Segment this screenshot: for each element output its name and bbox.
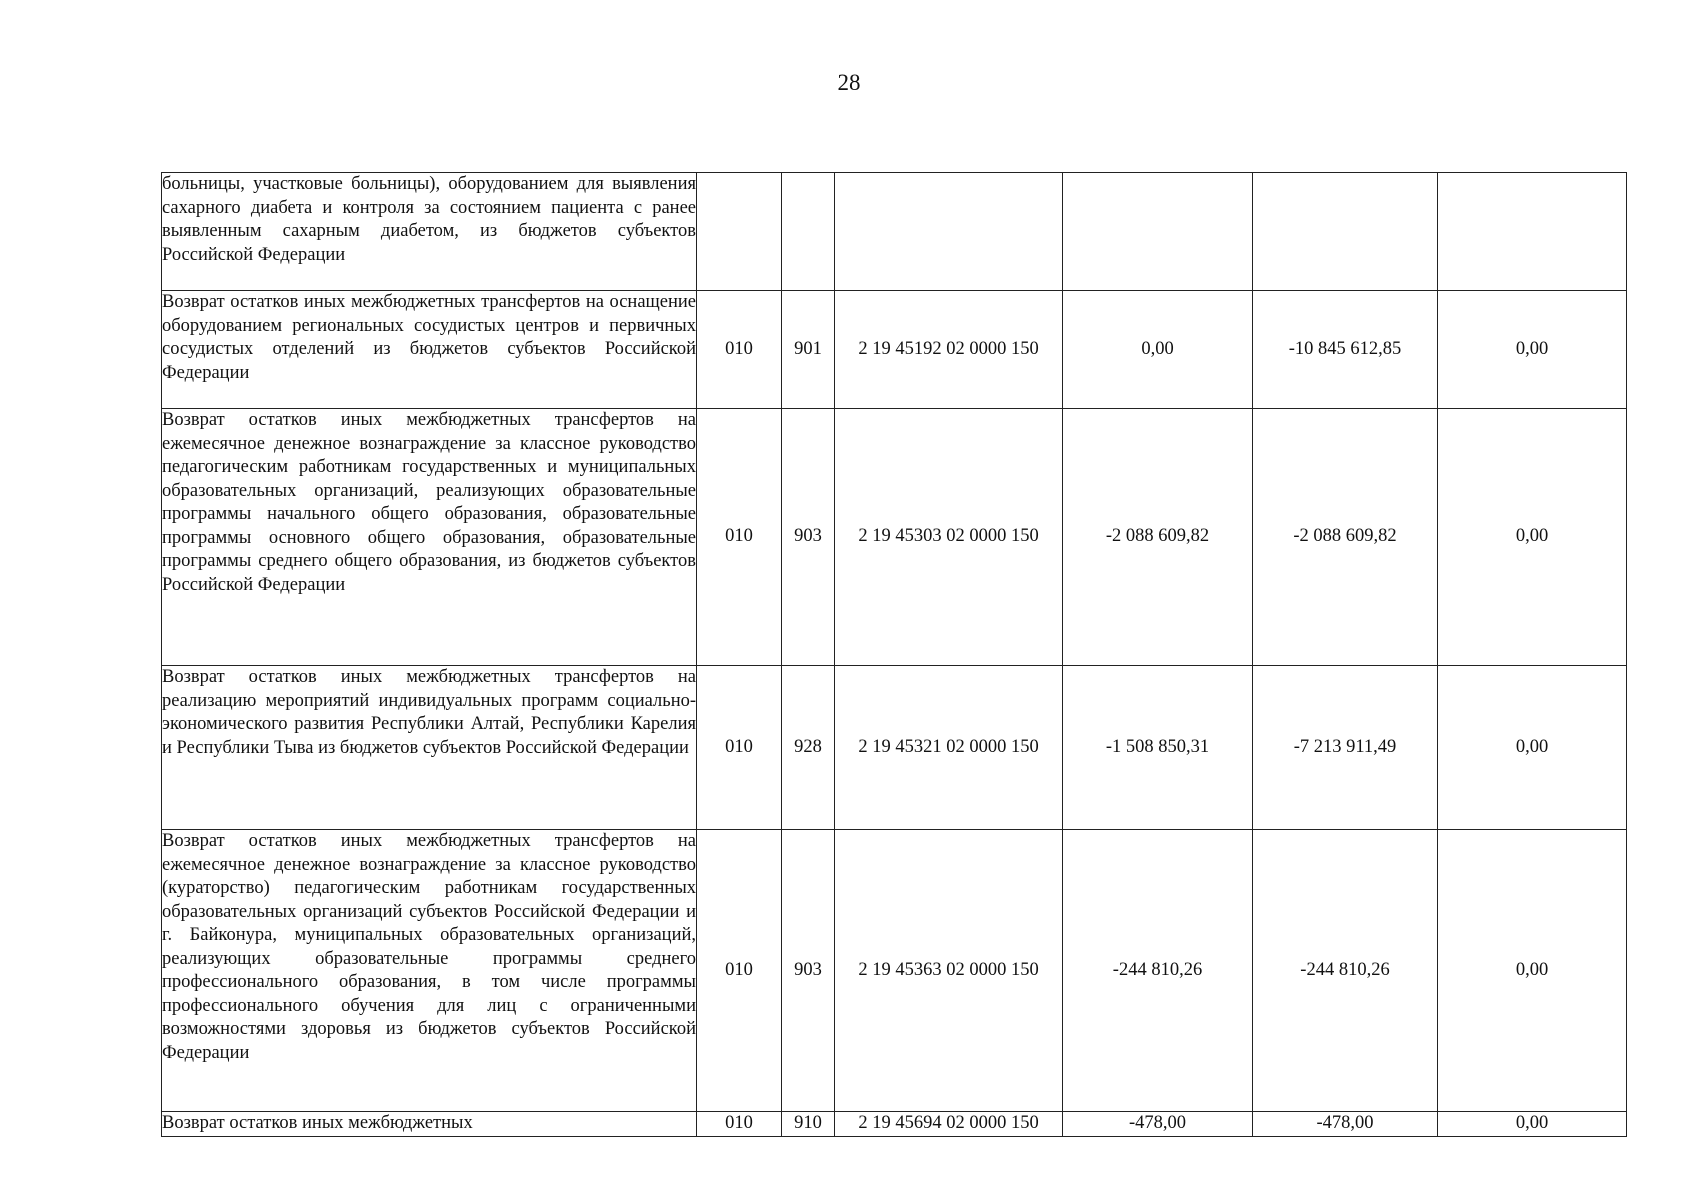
value2-cell: -478,00 (1253, 1112, 1438, 1137)
code-cell: 010 (697, 1112, 782, 1137)
kbk-cell: 2 19 45363 02 0000 150 (835, 830, 1063, 1112)
row-description: Возврат остатков иных межбюджетных (162, 1112, 697, 1137)
table-row (162, 666, 1627, 830)
value2-cell: -7 213 911,49 (1253, 666, 1438, 830)
value1-cell: -1 508 850,31 (1063, 666, 1253, 830)
code-cell: 010 (697, 666, 782, 830)
value2-cell: -2 088 609,82 (1253, 409, 1438, 666)
code-cell: 010 (697, 830, 782, 1112)
value1-cell: 0,00 (1063, 291, 1253, 409)
kbk-cell: 2 19 45303 02 0000 150 (835, 409, 1063, 666)
table-row (162, 409, 1627, 666)
row-description: Возврат остатков иных межбюджетных трансфертов на ежемесячное денежное вознаграждение за классное руководство (кураторство) педагогическим работникам государственных образовательных организаций субъектов Российской Федерации и г. Байконура, муниципальных образовательных организаций, реализующих образовательные программы среднего профессионального образования, в том числе программы профессионального обучения для лиц с ограниченными возможностями здоровья из бюджетов субъектов Российской Федерации (162, 830, 697, 1112)
row-description: больницы, участковые больницы), оборудованием для выявления сахарного диабета и контроля за состоянием пациента с ранее выявленным сахарным диабетом, из бюджетов субъектов Российской Федерации (162, 173, 697, 291)
page-number: 28 (837, 70, 861, 95)
admin-code-cell: 928 (782, 666, 835, 830)
admin-code-cell: 903 (782, 409, 835, 666)
row-description: Возврат остатков иных межбюджетных трансфертов на ежемесячное денежное вознаграждение за классное руководство педагогическим работникам государственных и муниципальных образовательных организаций, реализующих образовательные программы начального общего образования, образовательные программы основного общего образования, образовательные программы среднего общего образования, из бюджетов субъектов Российской Федерации (162, 409, 697, 666)
kbk-cell: 2 19 45694 02 0000 150 (835, 1112, 1063, 1137)
value3-cell: 0,00 (1438, 409, 1627, 666)
value2-cell: -10 845 612,85 (1253, 291, 1438, 409)
budget-table (161, 172, 1627, 1137)
admin-code-cell: 910 (782, 1112, 835, 1137)
value3-cell: 0,00 (1438, 830, 1627, 1112)
value1-cell: -478,00 (1063, 1112, 1253, 1137)
table-row (162, 291, 1627, 409)
admin-code-cell: 903 (782, 830, 835, 1112)
value1-cell: -244 810,26 (1063, 830, 1253, 1112)
value3-cell: 0,00 (1438, 291, 1627, 409)
kbk-cell: 2 19 45192 02 0000 150 (835, 291, 1063, 409)
kbk-cell (835, 173, 1063, 291)
value1-cell (1063, 173, 1253, 291)
code-cell (697, 173, 782, 291)
table-row (162, 1112, 1627, 1137)
code-cell: 010 (697, 409, 782, 666)
row-description: Возврат остатков иных межбюджетных трансфертов на реализацию мероприятий индивидуальных программ социально-экономического развития Республики Алтай, Республики Карелия и Республики Тыва из бюджетов субъектов Российской Федерации (162, 666, 697, 830)
row-description: Возврат остатков иных межбюджетных трансфертов на оснащение оборудованием региональных сосудистых центров и первичных сосудистых отделений из бюджетов субъектов Российской Федерации (162, 291, 697, 409)
kbk-cell: 2 19 45321 02 0000 150 (835, 666, 1063, 830)
value3-cell: 0,00 (1438, 666, 1627, 830)
value1-cell: -2 088 609,82 (1063, 409, 1253, 666)
admin-code-cell (782, 173, 835, 291)
value2-cell (1253, 173, 1438, 291)
admin-code-cell: 901 (782, 291, 835, 409)
value3-cell: 0,00 (1438, 1112, 1627, 1137)
table-row (162, 830, 1627, 1112)
value3-cell (1438, 173, 1627, 291)
table-row (162, 173, 1627, 291)
code-cell: 010 (697, 291, 782, 409)
value2-cell: -244 810,26 (1253, 830, 1438, 1112)
